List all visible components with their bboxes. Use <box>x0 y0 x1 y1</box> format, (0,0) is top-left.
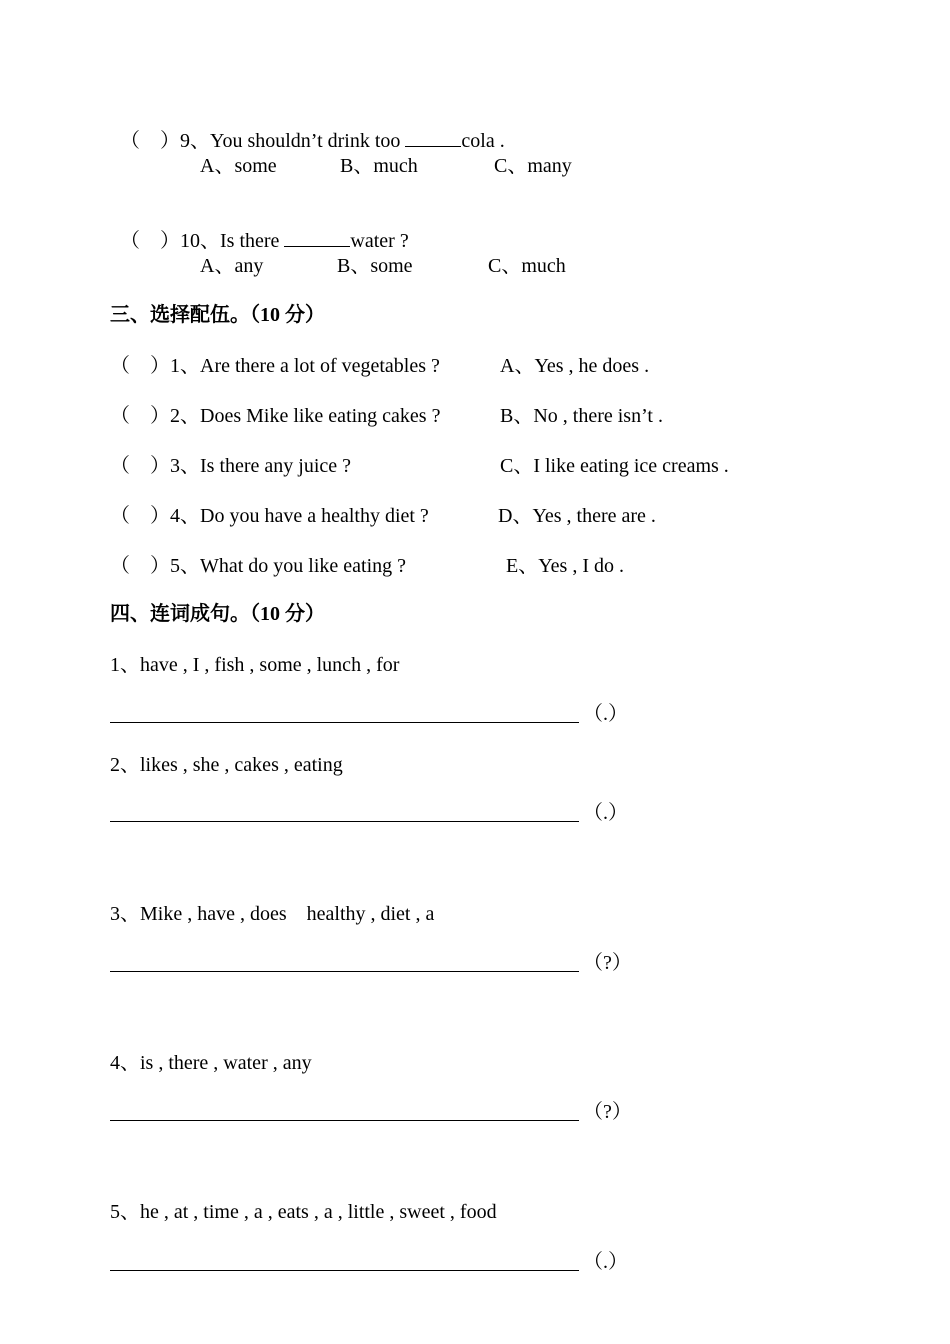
answer-paren[interactable]: （ ） <box>110 505 170 527</box>
answer-line-5[interactable] <box>110 1269 579 1271</box>
answer-paren[interactable]: （ ） <box>110 355 170 377</box>
question-10 <box>110 204 409 253</box>
question-stem-end: water ? <box>350 230 409 252</box>
match-answer-c: C、I like eating ice creams . <box>500 455 729 477</box>
scrambled-words-2: 2、likes , she , cakes , eating <box>110 754 343 776</box>
question-text: 2、Does Mike like eating cakes ? <box>170 405 441 427</box>
option-a: A、any <box>200 255 264 277</box>
match-question-2 <box>110 404 440 428</box>
section-4-title: 四、连词成句。（10 分） <box>110 603 325 625</box>
question-stem: 9、You shouldn’t drink too <box>180 130 406 152</box>
match-question-3 <box>110 454 351 478</box>
answer-line-4[interactable] <box>110 1119 579 1121</box>
option-c: C、many <box>494 155 572 177</box>
question-9 <box>110 104 505 153</box>
scrambled-words-5: 5、he , at , time , a , eats , a , little , sweet , food <box>110 1201 497 1223</box>
sentence-end-mark-1: （.） <box>583 703 628 725</box>
answer-paren[interactable]: （ ） <box>110 405 170 427</box>
question-text: 4、Do you have a healthy diet ? <box>170 505 429 527</box>
question-text: 5、What do you like eating ? <box>170 555 407 577</box>
answer-paren[interactable]: （ ） <box>120 130 180 152</box>
sentence-end-mark-4: （?） <box>583 1101 632 1123</box>
match-answer-d: D、Yes , there are . <box>498 505 656 527</box>
scrambled-words-3: 3、Mike , have , does healthy , diet , a <box>110 903 435 925</box>
match-question-5 <box>110 554 406 578</box>
section-3-title: 三、选择配伍。（10 分） <box>110 304 325 326</box>
sentence-end-mark-3: （?） <box>583 952 632 974</box>
sentence-end-mark-2: （.） <box>583 802 628 824</box>
match-answer-e: E、Yes , I do . <box>506 555 624 577</box>
answer-paren[interactable]: （ ） <box>110 555 170 577</box>
question-text: 3、Is there any juice ? <box>170 455 352 477</box>
option-b: B、much <box>340 155 418 177</box>
answer-line-2[interactable] <box>110 820 579 822</box>
scrambled-words-1: 1、have , I , fish , some , lunch , for <box>110 654 400 676</box>
fill-blank[interactable] <box>405 128 461 147</box>
question-stem: 10、Is there <box>180 230 285 252</box>
match-question-4 <box>110 504 429 528</box>
answer-paren[interactable]: （ ） <box>120 230 180 252</box>
fill-blank[interactable] <box>284 228 350 247</box>
option-b: B、some <box>337 255 413 277</box>
answer-line-3[interactable] <box>110 970 579 972</box>
question-stem-end: cola . <box>461 130 505 152</box>
option-c: C、much <box>488 255 566 277</box>
answer-line-1[interactable] <box>110 721 579 723</box>
option-a: A、some <box>200 155 277 177</box>
match-answer-b: B、No , there isn’t . <box>500 405 663 427</box>
match-answer-a: A、Yes , he does . <box>500 355 650 377</box>
answer-paren[interactable]: （ ） <box>110 455 170 477</box>
scrambled-words-4: 4、is , there , water , any <box>110 1052 312 1074</box>
match-question-1 <box>110 354 440 378</box>
question-text: 1、Are there a lot of vegetables ? <box>170 355 440 377</box>
sentence-end-mark-5: （.） <box>583 1251 628 1273</box>
